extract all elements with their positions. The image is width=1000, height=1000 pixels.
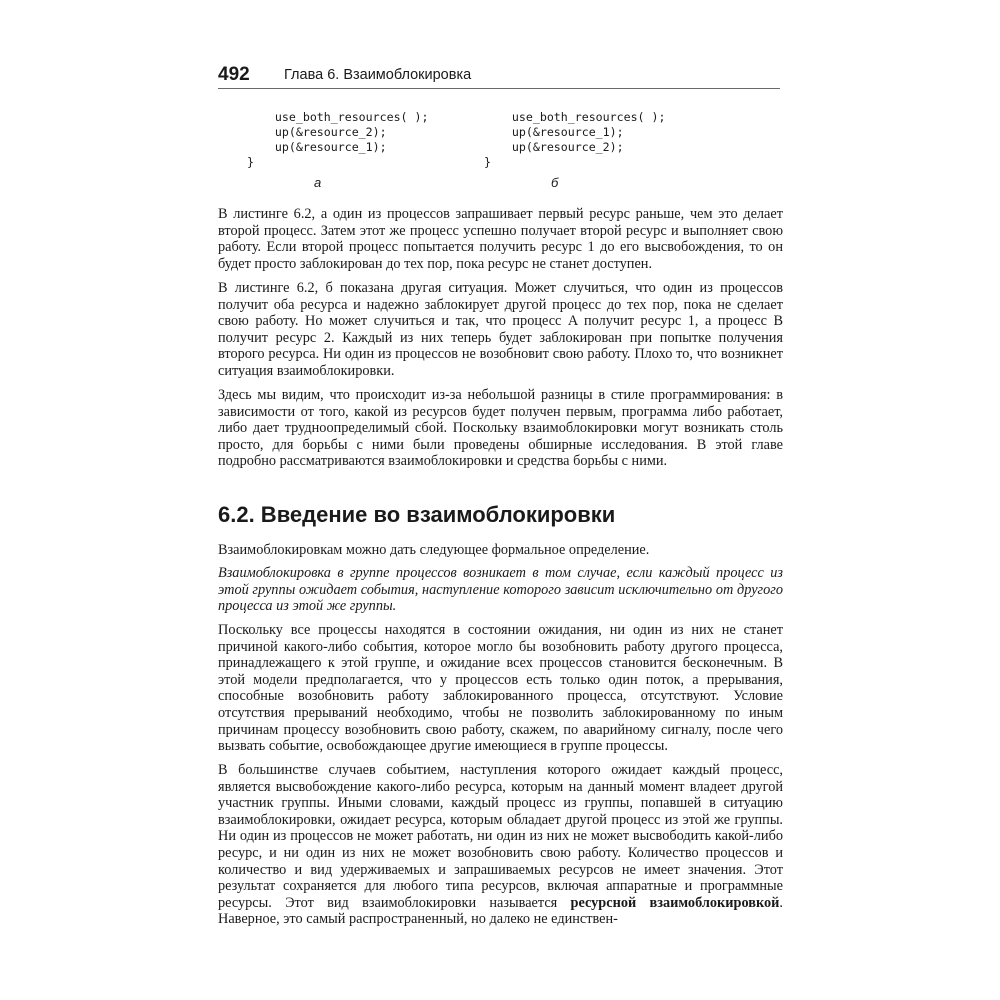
listing-caption-b: б [551,175,559,190]
chapter-title: Глава 6. Взаимоблокировка [284,67,472,83]
code-listing-b [484,110,665,170]
code-line: use_both_resources( ); [247,110,429,124]
paragraph-waiting [218,622,783,755]
paragraph-text: В листинге 6.2, б показана другая ситуация. Может случиться, что один из процессов получит оба ресурса и надежно заблокирует другой процесс до тех пор, пока не сделает свою работу. Но может случиться и так, что процесс A получит ресурс 1, а процесс B получит ресурс 2. Каждый из них теперь будет заблокирован при попытке получения второго ресурса. Ни один из процессов не возобновит свою работу. Плохо то, что возникнет ситуация взаимоблокировки. [218,280,783,379]
term-bold: ресурсной взаимоблокировкой [570,894,780,911]
text-run: В большинстве случаев событием, наступления которого ожидает каждый процесс, является высвобождение какого-либо ресурса, которым на данный момент владеет другой участник группы. Иными словами, каждый процесс из группы, попавшей в ситуацию взаимоблокировки, ожидает ресурса, которым обладает другой процесс из этой же группы. Ни один из процессов не может работать, ни один из них не может высвободить какой-либо ресурс, и ни один из них не может возобновить свою работу. Количество процессов и количество и вид удерживаемых и запрашиваемых ресурсов не имеет значения. Этот результат сохраняется для любого типа ресурсов, включая аппаратные и программные ресурсы. Этот вид взаимоблокировки называется [218,762,783,911]
code-line: } [484,155,491,169]
paragraph-text: Здесь мы видим, что происходит из-за небольшой разницы в стиле программирования: в зависимости от того, какой из ресурсов будет получен первым, программа либо работает, либо дает трудноопределимый сбой. Поскольку взаимоблокировки могут возникать столь просто, для борьбы с ними были проведены обширные исследования. В этой главе подробно рассматриваются взаимоблокировки и средства борьбы с ними. [218,387,783,470]
code-line: up(&resource_1); [247,140,387,154]
code-line: up(&resource_2); [484,140,624,154]
running-header [218,66,780,89]
code-line: up(&resource_1); [484,125,624,139]
section-heading: 6.2. Введение во взаимоблокировки [218,502,616,527]
paragraph-summary [218,387,783,470]
paragraph-text: В листинге 6.2, а один из процессов запрашивает первый ресурс раньше, чем это делает второй процесс. Затем этот же процесс успешно получает второй ресурс и выполняет свою работу. Если второй процесс попытается получить ресурс 1 до его высвобождения, то он будет просто заблокирован до тех пор, пока ресурс не станет доступен. [218,206,783,272]
paragraph-text [218,762,783,928]
code-line: up(&resource_2); [247,125,387,139]
code-line: } [247,155,254,169]
paragraph-text: Поскольку все процессы находятся в состоянии ожидания, ни один из них не станет причиной какого-либо события, которое могло бы возобновить работу другого процесса, принадлежащего к этой группе, и ожидание всех процессов становится бесконечным. В этой модели предполагается, что у процессов есть только один поток, а прерывания, способные возобновить работу заблокированного процесса, отсутствуют. Условие отсутствия прерываний необходимо, чтобы не позволить заблокированному по иным причинам процессу возобновить свою работу, скажем, по аварийному сигналу, после чего вызвать событие, освобождающее другие имеющиеся в группе процессы. [218,622,783,755]
paragraph-listing-a [218,206,783,272]
text-run: . Наверное, это самый распространенный, но далеко не единствен- [218,894,783,928]
code-listing-a [247,110,428,170]
paragraph-resource-deadlock [218,762,783,928]
section-intro [218,542,783,559]
paragraph-listing-b [218,280,783,380]
page-number: 492 [218,64,250,85]
paragraph-text: Взаимоблокировка в группе процессов возникает в том случае, если каждый процесс из этой группы ожидает события, наступление которого зависит исключительно от другого процесса из этой же группы. [218,565,783,615]
code-line: use_both_resources( ); [484,110,666,124]
listing-caption-a: а [314,175,322,190]
paragraph-text: Взаимоблокировкам можно дать следующее формальное определение. [218,542,650,558]
deadlock-definition [218,565,783,615]
